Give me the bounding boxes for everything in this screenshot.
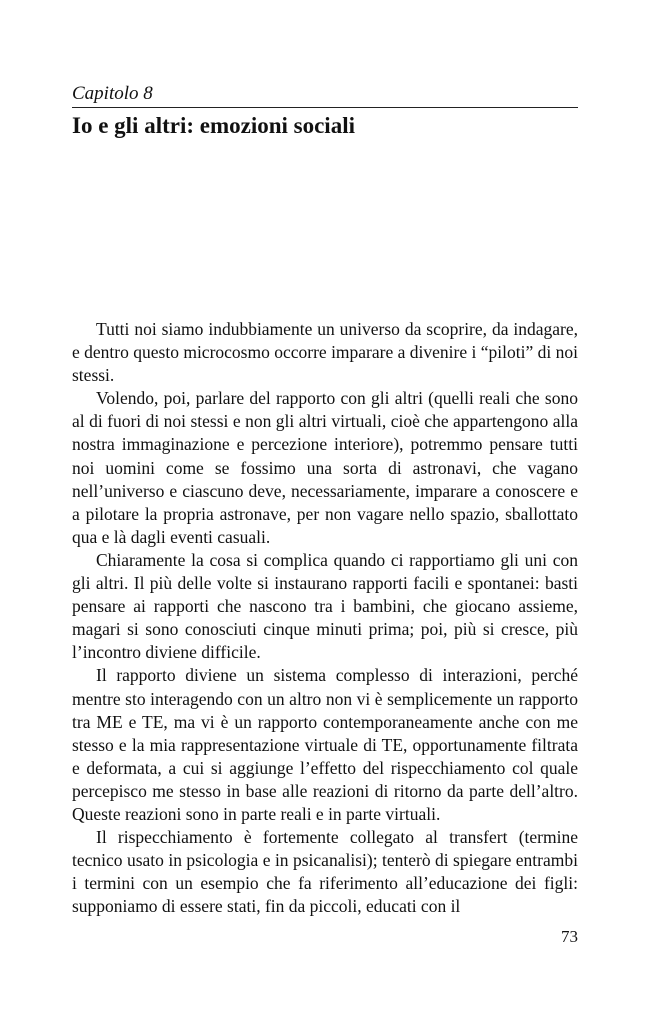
paragraph: Il rapporto diviene un sistema complesso di interazioni, perché mentre sto interagendo con un altro non vi è semplicemente un rapporto tra ME e TE, ma vi è un rapporto contemporaneamente anche con me stesso e la mia rappresentazione virtuale di TE, opportunamente filtrata e deformata, a cui si aggiunge l’effetto del rispecchiamento col quale percepisco me stesso in base alle reazioni di ritorno da parte dell’altro. Queste reazioni sono in parte reali e in parte virtuali. [72,665,578,824]
chapter-label: Capitolo 8 [72,83,153,104]
paragraph: Chiaramente la cosa si complica quando ci rapportiamo gli uni con gli altri. Il più delle volte si instaurano rapporti facili e spontanei: basti pensare ai rapporti che nascono tra i bambini, che giocano assieme, magari si sono conosciuti cinque minuti prima; poi, più si cresce, più l’incontro diviene difficile. [72,549,578,663]
paragraph: Tutti noi siamo indubbiamente un universo da scoprire, da indagare, e dentro questo microcosmo occorre imparare a divenire i “piloti” di noi stessi. [72,319,578,386]
paragraph: Il rispecchiamento è fortemente collegato al transfert (termine tecnico usato in psicologia e in psicanalisi); tenterò di spiegare entrambi i termini con un esempio che fa riferimento all’educazione dei figli: supponiamo di essere stati, fin da piccoli, educati con il [72,827,578,917]
paragraph: Volendo, poi, parlare del rapporto con gli altri (quelli reali che sono al di fuori di noi stessi e non gli altri virtuali, cioè che appartengono alla nostra immaginazione e percezione interiore), potremmo pensare tutti noi uomini come se fossimo una sorta di astronavi, che vagano nell’universo e ciascuno deve, necessariamente, imparare a conoscere e a pilotare la propria astronave, per non vagare nello spazio, sballottato qua e là dagli eventi casuali. [72,388,578,547]
page-number: 73 [561,927,578,946]
chapter-title: Io e gli altri: emozioni sociali [72,113,355,138]
body-text [72,318,578,918]
header-rule [72,107,578,108]
